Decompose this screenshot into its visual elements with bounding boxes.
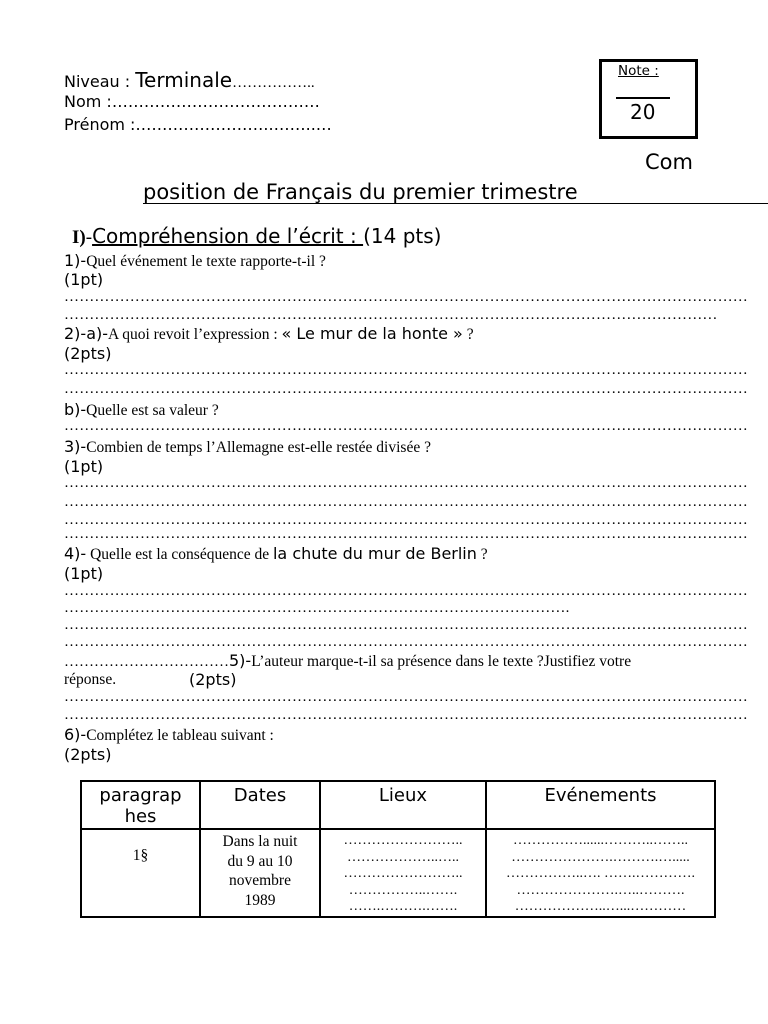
date-line: Dans la nuit bbox=[222, 833, 298, 850]
note-label: Note : bbox=[618, 63, 659, 79]
section-heading bbox=[72, 224, 441, 249]
nom-line: Nom :………………………………… bbox=[64, 92, 320, 111]
q2b-number: b)- bbox=[64, 400, 87, 419]
table-row bbox=[81, 829, 715, 917]
lieux-dots[interactable]: …….……….……. bbox=[348, 899, 458, 914]
answer-line[interactable]: ……………………………………………………………………………………………………………………… bbox=[64, 362, 748, 378]
events-dots[interactable]: ………………..…...………… bbox=[514, 899, 687, 914]
events-table bbox=[80, 780, 716, 918]
events-cell[interactable] bbox=[486, 829, 715, 917]
lieux-dots[interactable]: ………………..….. bbox=[347, 849, 459, 865]
question-6 bbox=[64, 725, 274, 745]
date-line: 1989 bbox=[244, 891, 276, 909]
q1-points: (1pt) bbox=[64, 270, 104, 289]
table-header-cell bbox=[486, 781, 715, 829]
answer-line[interactable]: ………………………………………………………………………………………. bbox=[64, 600, 570, 616]
q4-end: ? bbox=[476, 546, 488, 563]
answer-line[interactable]: ……………………………………………………………………………………………………………………… bbox=[64, 526, 748, 542]
q3-number: 3)- bbox=[64, 437, 87, 456]
q4-highlight: la chute du mur de Berlin bbox=[272, 544, 477, 563]
lieux-dots[interactable]: …………………….. bbox=[343, 866, 463, 881]
section-roman: I) bbox=[72, 227, 86, 248]
answer-line[interactable]: ……………………………………………………………………………………………………………………… bbox=[64, 617, 748, 633]
q5-text2: réponse. bbox=[64, 671, 117, 688]
date-line: du 9 au 10 bbox=[227, 852, 293, 870]
paragraph-value: 1§ bbox=[132, 847, 149, 864]
date-cell bbox=[200, 829, 320, 917]
answer-line[interactable]: ……………………………………………………………………………………………………………………… bbox=[64, 512, 748, 528]
q6-points: (2pts) bbox=[64, 745, 112, 764]
note-denominator: 20 bbox=[630, 100, 656, 124]
header-lieux: Lieux bbox=[378, 785, 428, 806]
niveau-value: Terminale bbox=[135, 68, 233, 92]
title-underline bbox=[143, 203, 768, 204]
section-dash: - bbox=[85, 227, 93, 248]
question-5 bbox=[64, 651, 631, 671]
answer-line[interactable]: ……………………………………………………………………………………………………………………… bbox=[64, 289, 748, 305]
question-3 bbox=[64, 437, 431, 457]
q5-text: L’auteur marque-t-il sa présence dans le texte ?Justifiez votre bbox=[251, 653, 632, 670]
answer-line[interactable]: ………………………………………………………………………………………………………………… bbox=[64, 307, 718, 323]
niveau-label: Niveau : bbox=[64, 72, 136, 91]
q2a-points: (2pts) bbox=[64, 344, 112, 363]
events-dots[interactable]: ………………….……….…..... bbox=[511, 849, 690, 865]
q2a-end: ? bbox=[462, 326, 474, 343]
q2a-text: A quoi revoit l’expression : bbox=[108, 326, 282, 343]
q6-text: Complétez le tableau suivant : bbox=[86, 727, 274, 744]
note-fraction-bar bbox=[616, 97, 670, 99]
events-dots[interactable]: ……………..…. …….…………. bbox=[506, 866, 695, 881]
table-header-row bbox=[81, 781, 715, 829]
q2a-number: 2)-a)- bbox=[64, 324, 109, 343]
answer-line[interactable]: ……………………………………………………………………………………………………………………… bbox=[64, 494, 748, 510]
niveau-line bbox=[64, 68, 315, 92]
table-header-cell bbox=[200, 781, 320, 829]
header-paragraphs: paragrap hes bbox=[99, 785, 182, 827]
answer-line[interactable]: ……………………………………………………………………………………………………………………… bbox=[64, 689, 748, 705]
q3-points: (1pt) bbox=[64, 457, 104, 476]
q2a-quote: « Le mur de la honte » bbox=[281, 324, 463, 343]
q3-text: Combien de temps l’Allemagne est-elle restée divisée ? bbox=[86, 439, 431, 456]
events-dots[interactable]: ………………….…..………. bbox=[516, 882, 685, 898]
q5-leading-dots[interactable]: …………………………… bbox=[64, 654, 229, 670]
q6-number: 6)- bbox=[64, 725, 87, 744]
answer-line[interactable]: ……………………………………………………………………………………………………………………… bbox=[64, 381, 748, 397]
q1-text: Quel événement le texte rapporte-t-il ? bbox=[86, 253, 326, 270]
answer-line[interactable]: ……………………………………………………………………………………………………………………… bbox=[64, 475, 748, 491]
prenom-line: Prénom :……………………..……..… bbox=[64, 115, 332, 134]
answer-line[interactable]: ……………………………………………………………………………………………………………………… bbox=[64, 634, 748, 650]
title-part1: Com bbox=[645, 150, 693, 174]
answer-line[interactable]: ……………………………………………………………………………………………………………………… bbox=[64, 707, 748, 723]
section-points: (14 pts) bbox=[363, 224, 442, 248]
q4-points: (1pt) bbox=[64, 564, 104, 583]
table-header-cell bbox=[81, 781, 200, 829]
header-evenements: Evénements bbox=[544, 785, 657, 806]
lieux-cell[interactable] bbox=[320, 829, 486, 917]
niveau-dots: …………….. bbox=[232, 75, 315, 91]
header-dates: Dates bbox=[233, 785, 287, 806]
q5-points: (2pts) bbox=[189, 670, 237, 689]
table-header-cell bbox=[320, 781, 486, 829]
events-dots[interactable]: ……………......………..…….. bbox=[513, 833, 688, 848]
lieux-dots[interactable]: ……………..……. bbox=[348, 882, 458, 898]
date-line: novembre bbox=[229, 872, 291, 889]
answer-line[interactable]: ……………………………………………………………………………………………………………………… bbox=[64, 583, 748, 599]
q4-text: Quelle est la conséquence de bbox=[86, 546, 273, 563]
question-5-cont bbox=[64, 671, 116, 689]
paragraph-cell bbox=[81, 829, 200, 917]
title-part2: position de Français du premier trimestre bbox=[143, 180, 578, 204]
note-box bbox=[599, 59, 698, 139]
question-1 bbox=[64, 251, 326, 271]
q2b-text: Quelle est sa valeur ? bbox=[86, 402, 219, 419]
q1-number: 1)- bbox=[64, 251, 87, 270]
lieux-dots[interactable]: …………………….. bbox=[343, 833, 463, 848]
q5-number: 5)- bbox=[229, 651, 252, 670]
question-4 bbox=[64, 544, 488, 564]
answer-line[interactable]: ……………………………………………………………………………………………………………………… bbox=[64, 418, 748, 434]
question-2a bbox=[64, 324, 474, 344]
q4-number: 4)- bbox=[64, 544, 87, 563]
section-title: Compréhension de l’écrit : bbox=[92, 224, 364, 248]
question-2b bbox=[64, 400, 219, 420]
